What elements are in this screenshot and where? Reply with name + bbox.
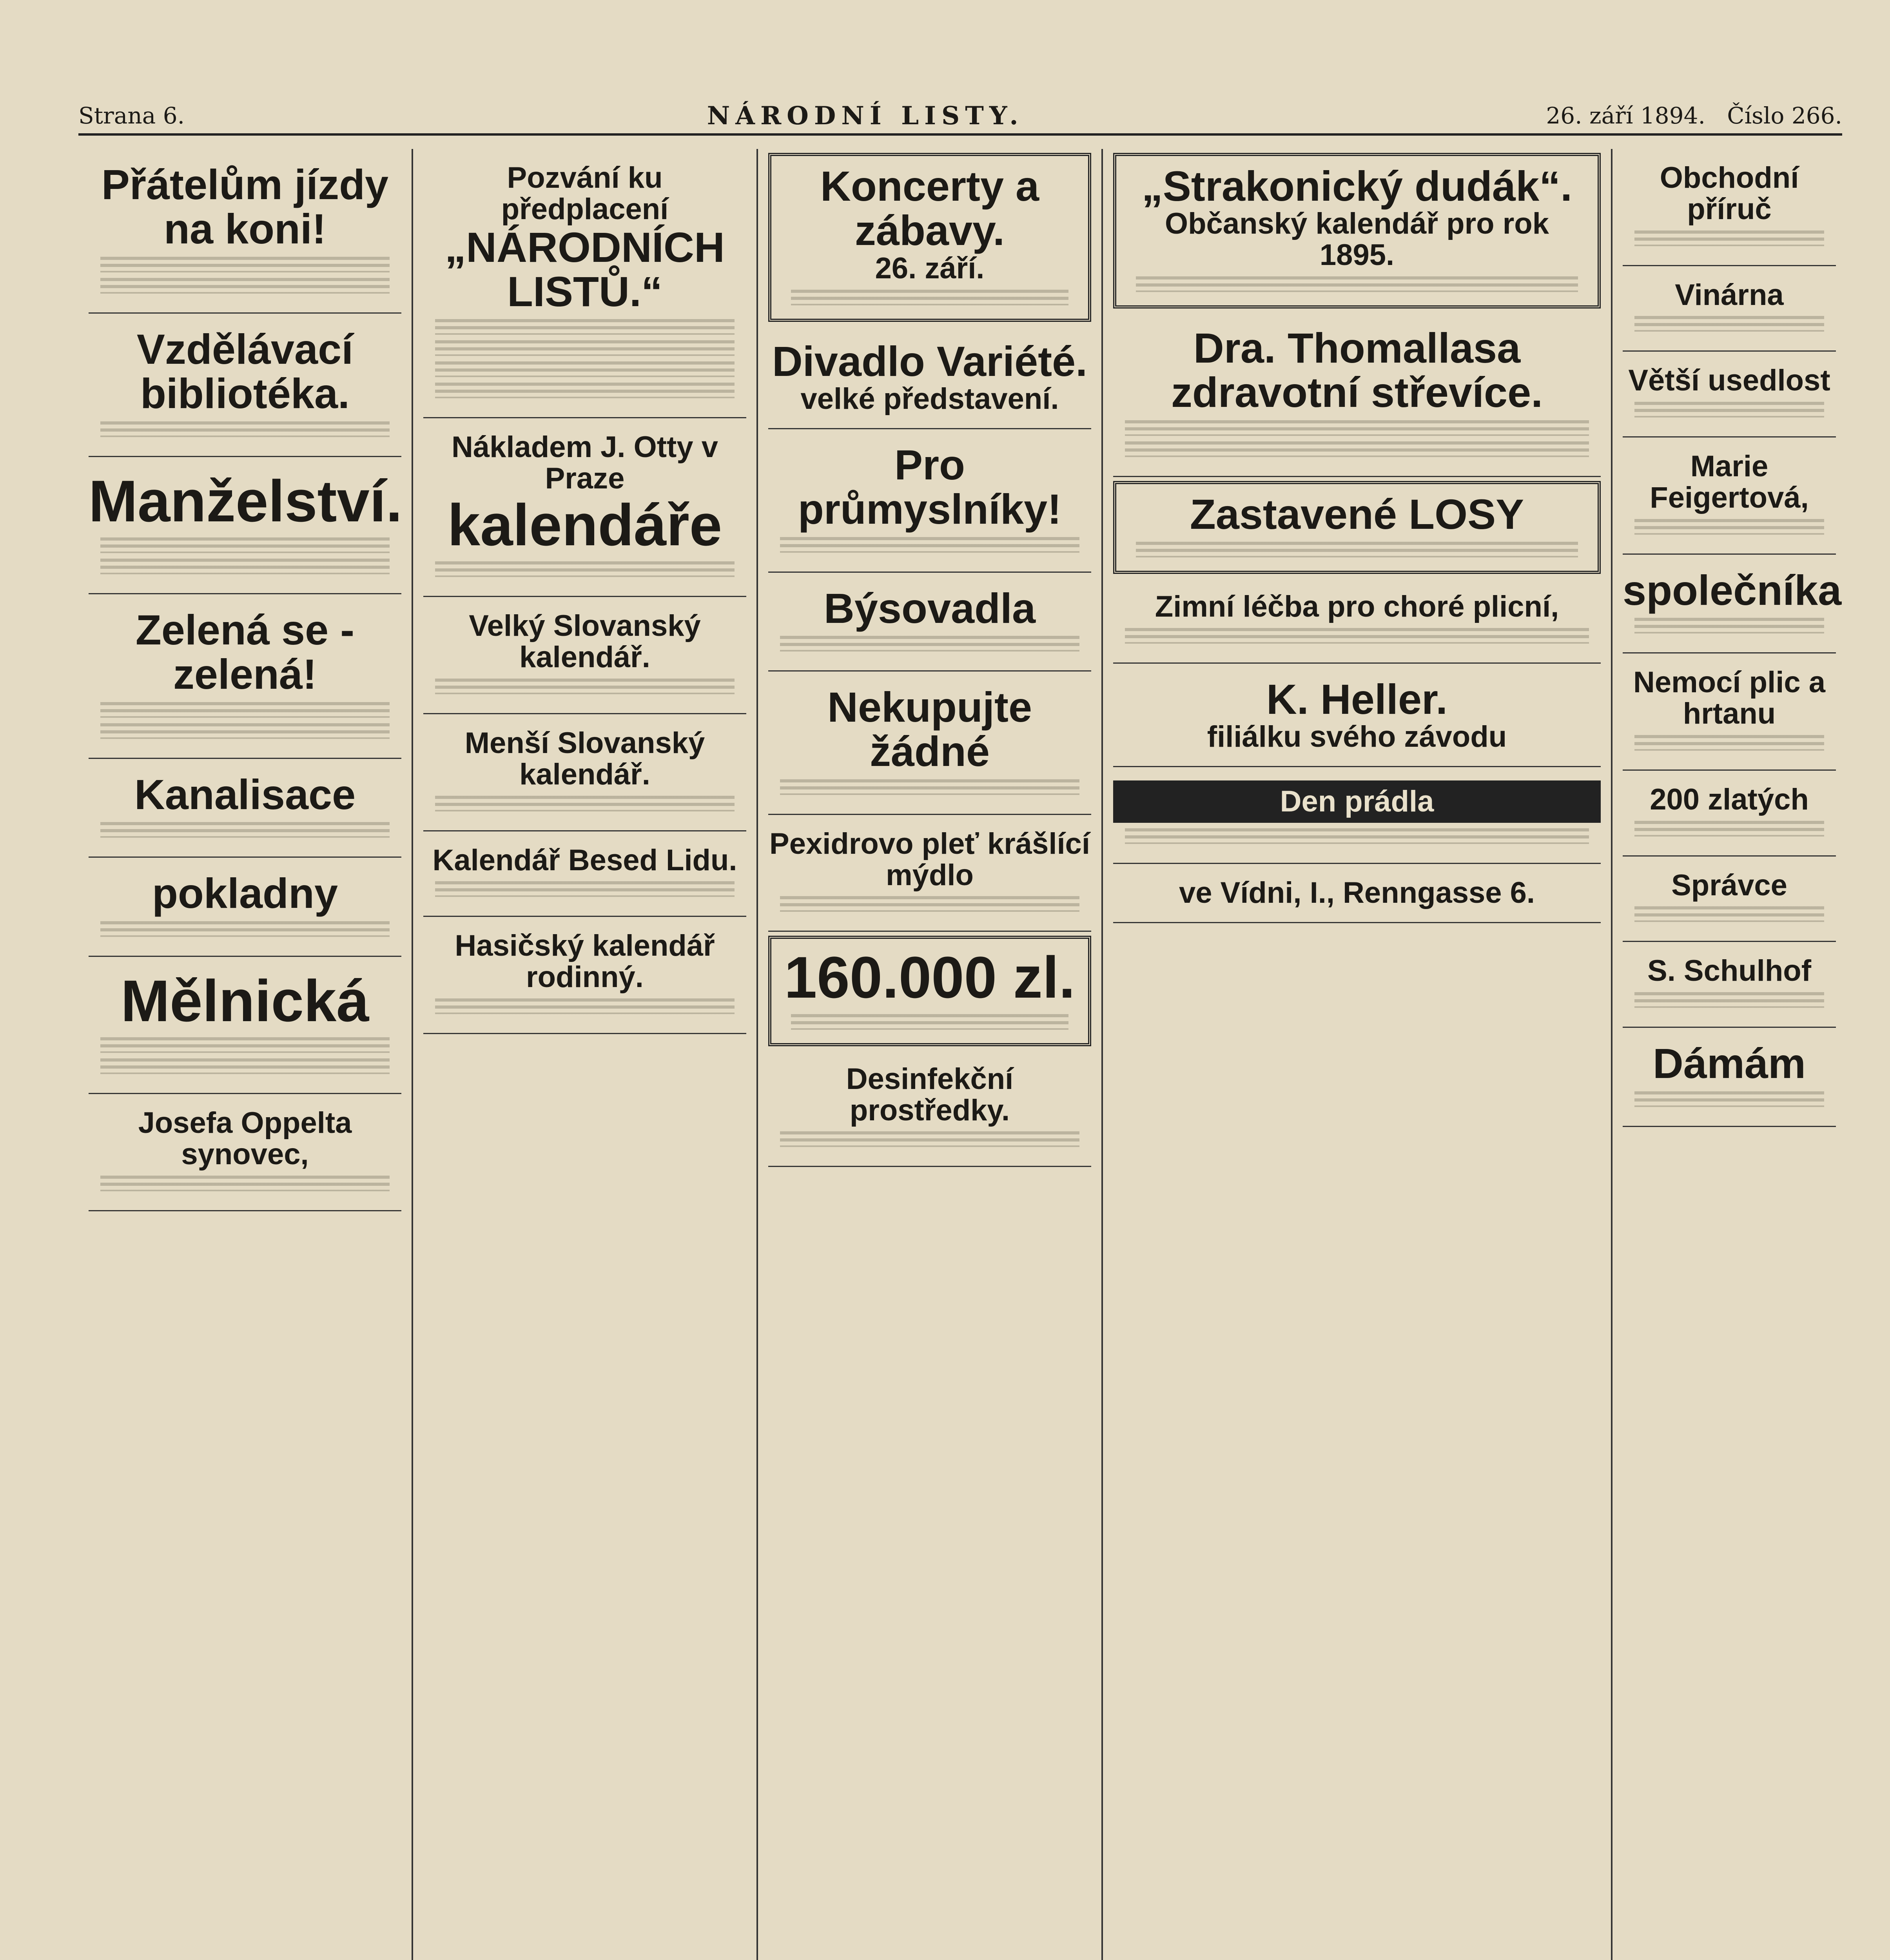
- ad-headline: Nekupujte žádné: [827, 683, 1032, 775]
- masthead: [78, 98, 1842, 136]
- ad-headline: Pro průmyslníky!: [798, 441, 1062, 533]
- ad-headline: Desinfekční prostředky.: [846, 1062, 1014, 1127]
- column-4: [1101, 149, 1611, 1960]
- ad-headline: Koncerty a zábavy.: [820, 162, 1039, 254]
- ad-headline: Menší Slovanský kalendář.: [464, 726, 705, 791]
- column-2: [412, 149, 756, 1960]
- ad-headline: kalendáře: [447, 492, 722, 558]
- ad-headline: Pexidrovo pleť krášlící mýdlo: [769, 827, 1090, 892]
- ad-headline: Velký Slovanský kalendář.: [469, 609, 701, 674]
- column-5: [1611, 149, 1846, 1960]
- ad-subheadline: filiálku svého závodu: [1207, 720, 1507, 754]
- ad-headline: Pozvání ku předplacení: [501, 161, 669, 226]
- ad-headline: Den prádla: [1113, 780, 1601, 823]
- ad-headline: Divadlo Variété.: [772, 337, 1088, 385]
- ad-headline: „NÁRODNÍCH LISTŮ.“: [445, 223, 725, 315]
- ad-headline: Správce: [1671, 868, 1787, 902]
- ad-headline: Vinárna: [1675, 278, 1784, 312]
- newspaper-title: NÁRODNÍ LISTY.: [707, 101, 1024, 131]
- ad-headline: Přátelům jízdy na koni!: [101, 161, 389, 253]
- ad-headline: Kalendář Besed Lidu.: [432, 843, 737, 877]
- ad-headline: 160.000 zl.: [784, 944, 1076, 1011]
- ad-headline: „Strakonický dudák“.: [1141, 162, 1573, 210]
- ad-headline: Větší usedlost: [1628, 364, 1830, 397]
- column-3: [756, 149, 1101, 1960]
- ad-headline: Nákladem J. Otty v Praze: [451, 430, 718, 495]
- ad-headline: Obchodní příruč: [1660, 161, 1799, 226]
- ad-headline: Hasičský kalendář rodinný.: [455, 929, 715, 994]
- ad-headline: S. Schulhof: [1647, 954, 1811, 988]
- ad-headline: společníka: [1623, 566, 1842, 614]
- ad-headline: Býsovadla: [823, 584, 1036, 632]
- ad-headline: Nemocí plic a hrtanu: [1633, 666, 1825, 730]
- issue-number: Číslo 266.: [1727, 102, 1842, 129]
- ad-headline: Manželství.: [89, 468, 403, 534]
- ad-headline: Josefa Oppelta synovec,: [138, 1106, 352, 1171]
- ad-headline: Dra. Thomallasa zdravotní střevíce.: [1171, 324, 1543, 416]
- issue-date: [1546, 102, 1842, 129]
- ad-headline: Vzdělávací bibliotéka.: [136, 325, 354, 417]
- ad-headline: Mělnická: [121, 967, 369, 1034]
- ad-headline: Dámám: [1652, 1040, 1806, 1087]
- ad-headline: Kanalisace: [134, 770, 356, 818]
- date: 26. září 1894.: [1546, 102, 1705, 129]
- page-number: Strana 6.: [78, 102, 185, 129]
- column-1: [78, 149, 412, 1960]
- ad-headline: Zimní léčba pro choré plicní,: [1155, 590, 1559, 624]
- ad-headline: pokladny: [152, 869, 338, 917]
- ad-subheadline: velké představení.: [800, 382, 1059, 416]
- ad-headline: K. Heller.: [1266, 675, 1448, 723]
- ad-headline: ve Vídni, I., Renngasse 6.: [1179, 876, 1535, 909]
- ad-subheadline: Občanský kalendář pro rok 1895.: [1165, 207, 1549, 272]
- ad-headline: Zelená se - zelená!: [135, 606, 355, 698]
- ad-headline: Marie Feigertová,: [1650, 450, 1809, 514]
- ad-headline: 200 zlatých: [1650, 782, 1809, 816]
- ad-subheadline: 26. září.: [875, 251, 985, 285]
- ad-headline: Zastavené LOSY: [1190, 490, 1524, 538]
